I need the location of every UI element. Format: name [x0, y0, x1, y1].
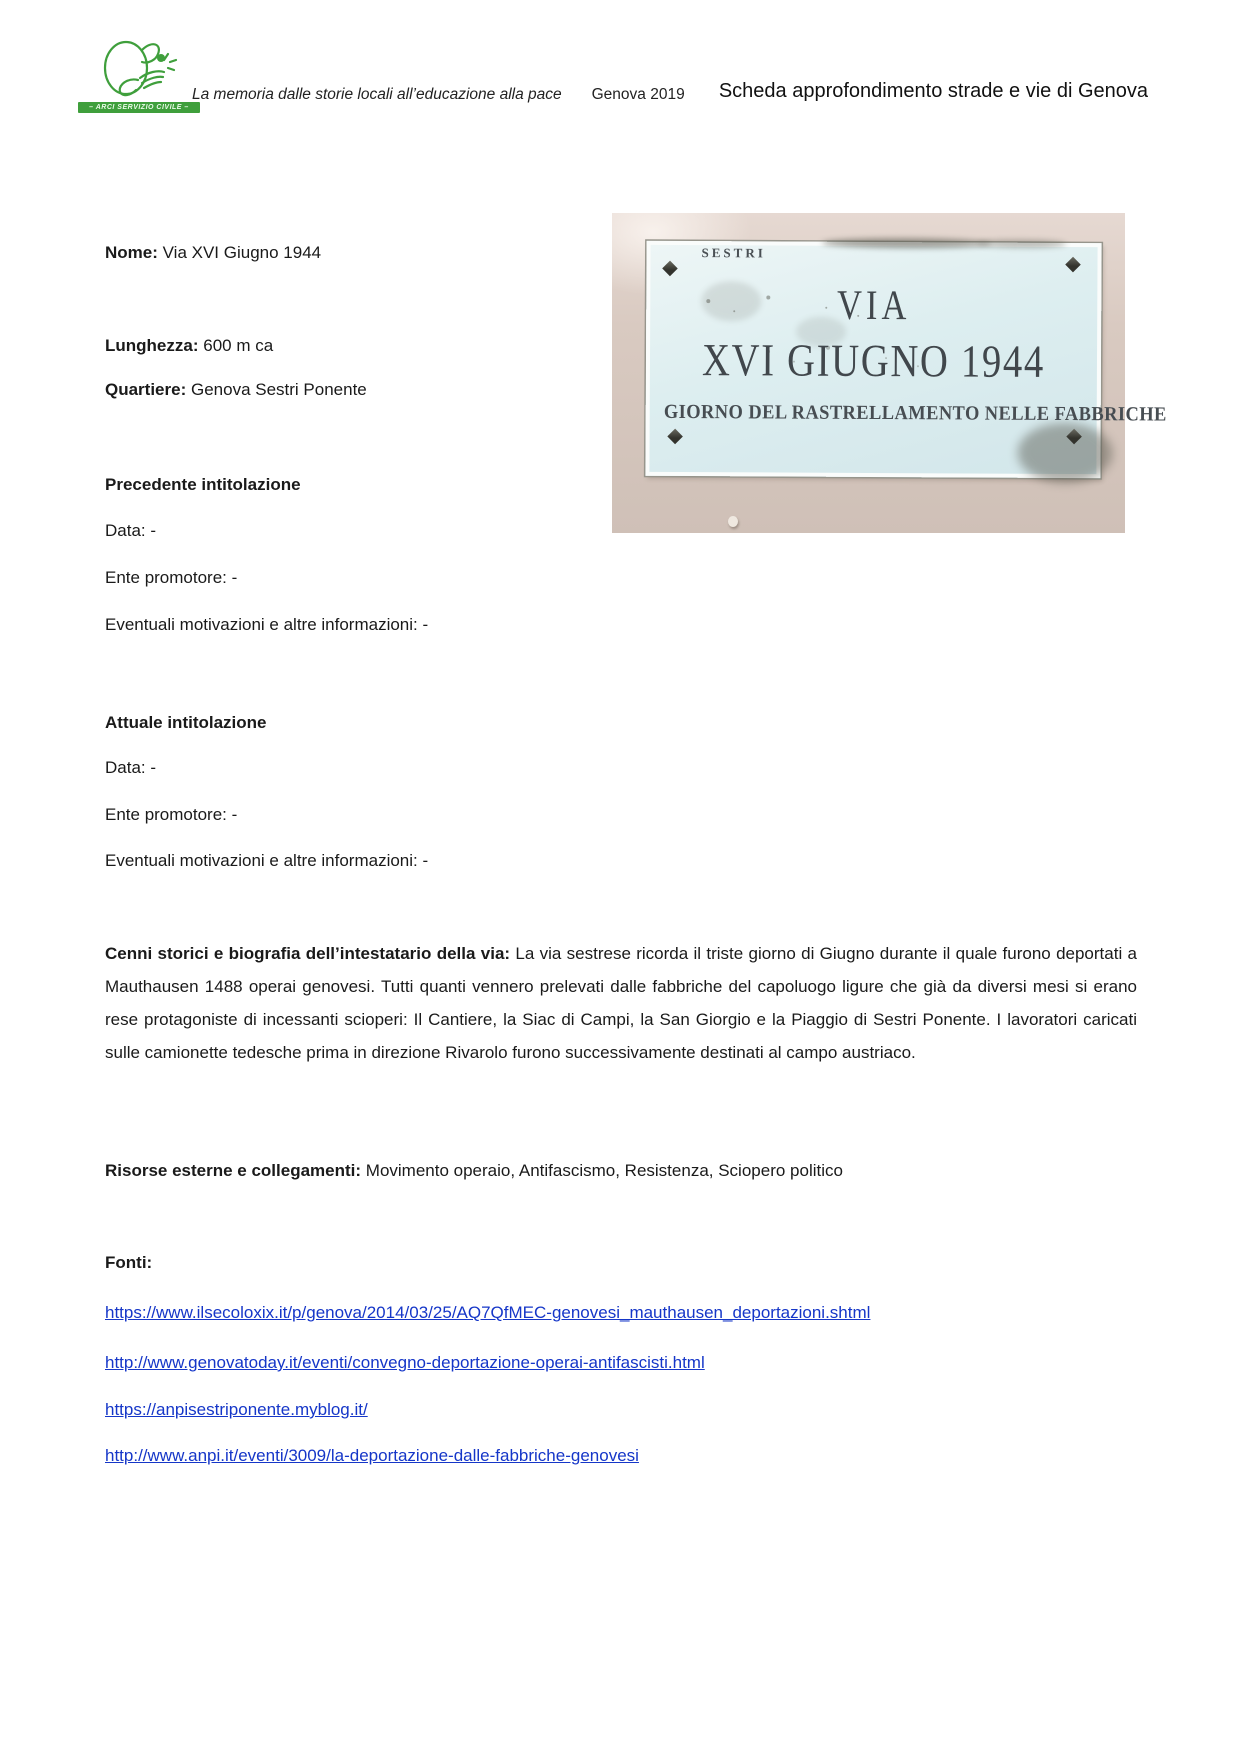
attuale-ente: Ente promotore: -	[105, 805, 238, 824]
source-link-item	[105, 1400, 368, 1420]
grime-smudge	[977, 240, 1067, 248]
source-link-item	[105, 1446, 639, 1466]
precedente-eventuali: Eventuali motivazioni e altre informazioni: -	[105, 615, 429, 634]
source-link-ilsecoloxix[interactable]: https://www.ilsecoloxix.it/p/genova/2014/03/25/AQ7QfMEC-genovesi_mauthausen_deportazioni.shtml	[105, 1303, 871, 1322]
street-sign-plaque	[645, 241, 1167, 478]
tagline-motto: La memoria dalle storie locali all’educazione alla pace	[192, 86, 562, 103]
attuale-eventuali: Eventuali motivazioni e altre informazioni: -	[105, 851, 429, 870]
sign-street-name-text: XVI GIUGNO 1944	[701, 334, 1046, 387]
lunghezza-label: Lunghezza:	[105, 336, 199, 355]
fonti-heading: Fonti:	[105, 1253, 153, 1272]
header-title: Scheda approfondimento strade e vie di Genova	[718, 80, 1148, 102]
screw-icon	[662, 261, 678, 277]
source-link-anpisestriponente[interactable]: https://anpisestriponente.myblog.it/	[105, 1400, 368, 1419]
field-nome	[105, 242, 321, 264]
cenni-label: Cenni storici e biografia dell’intestatario della via:	[105, 944, 511, 963]
screw-icon	[667, 429, 683, 445]
attuale-heading: Attuale intitolazione	[105, 713, 267, 732]
cenni-text: La via sestrese ricorda il triste giorno di Giugno durante il quale furono deportati a Mauthausen 1488 operai genovesi. Tutti quanti vennero prelevati dalle fabbriche del capoluogo ligure che già da diversi mesi si erano rese protagoniste di incessanti scioperi: Il Cantiere, la Siac di Campi, la San Giorgio e la Piaggio di Sestri Ponente. I lavoratori caricati sulle camionette tedesche prima in direzione Rivarolo furono successivamente destinati al campo austriaco.	[105, 944, 1137, 1062]
source-link-genovatoday[interactable]: http://www.genovatoday.it/eventi/convegno-deportazione-operai-antifascisti.html	[105, 1353, 705, 1372]
field-quartiere	[105, 379, 367, 401]
source-link-anpi[interactable]: http://www.anpi.it/eventi/3009/la-deportazione-dalle-fabbriche-genovesi	[105, 1446, 639, 1465]
risorse-value: Movimento operaio, Antifascismo, Resistenza, Sciopero politico	[365, 1161, 843, 1180]
lunghezza-value: 600 m ca	[203, 336, 274, 355]
screw-icon	[1065, 257, 1081, 273]
precedente-ente: Ente promotore: -	[105, 568, 238, 587]
precedente-data: Data: -	[105, 521, 157, 540]
quartiere-value: Genova Sestri Ponente	[190, 380, 367, 399]
risorse-line	[105, 1160, 843, 1182]
cenni-storici-paragraph	[105, 937, 1137, 1069]
quartiere-label: Quartiere:	[105, 380, 187, 399]
nome-label: Nome:	[105, 243, 158, 262]
source-link-item	[105, 1303, 870, 1323]
header-tagline	[192, 86, 685, 104]
field-lunghezza	[105, 335, 273, 357]
risorse-label: Risorse esterne e collegamenti:	[105, 1161, 362, 1180]
sign-via-text: VIA	[836, 282, 911, 330]
dove-doodle-icon	[92, 38, 180, 100]
grime-smudge	[1017, 423, 1112, 483]
sign-district-text: SESTRI	[701, 245, 766, 261]
precedente-heading: Precedente intitolazione	[105, 475, 301, 494]
street-sign-photo	[612, 213, 1167, 533]
arci-logo	[78, 38, 200, 113]
sign-subtitle-text: GIORNO DEL RASTRELLAMENTO NELLE FABBRICHE	[663, 400, 1167, 426]
attuale-data: Data: -	[105, 758, 157, 777]
nome-value: Via XVI Giugno 1944	[162, 243, 322, 262]
tagline-year: Genova 2019	[591, 86, 685, 103]
logo-banner-text: – ARCI SERVIZIO CIVILE –	[78, 102, 200, 113]
source-link-item	[105, 1353, 705, 1373]
wall-pebble	[728, 516, 738, 527]
grime-smudge	[822, 238, 992, 249]
